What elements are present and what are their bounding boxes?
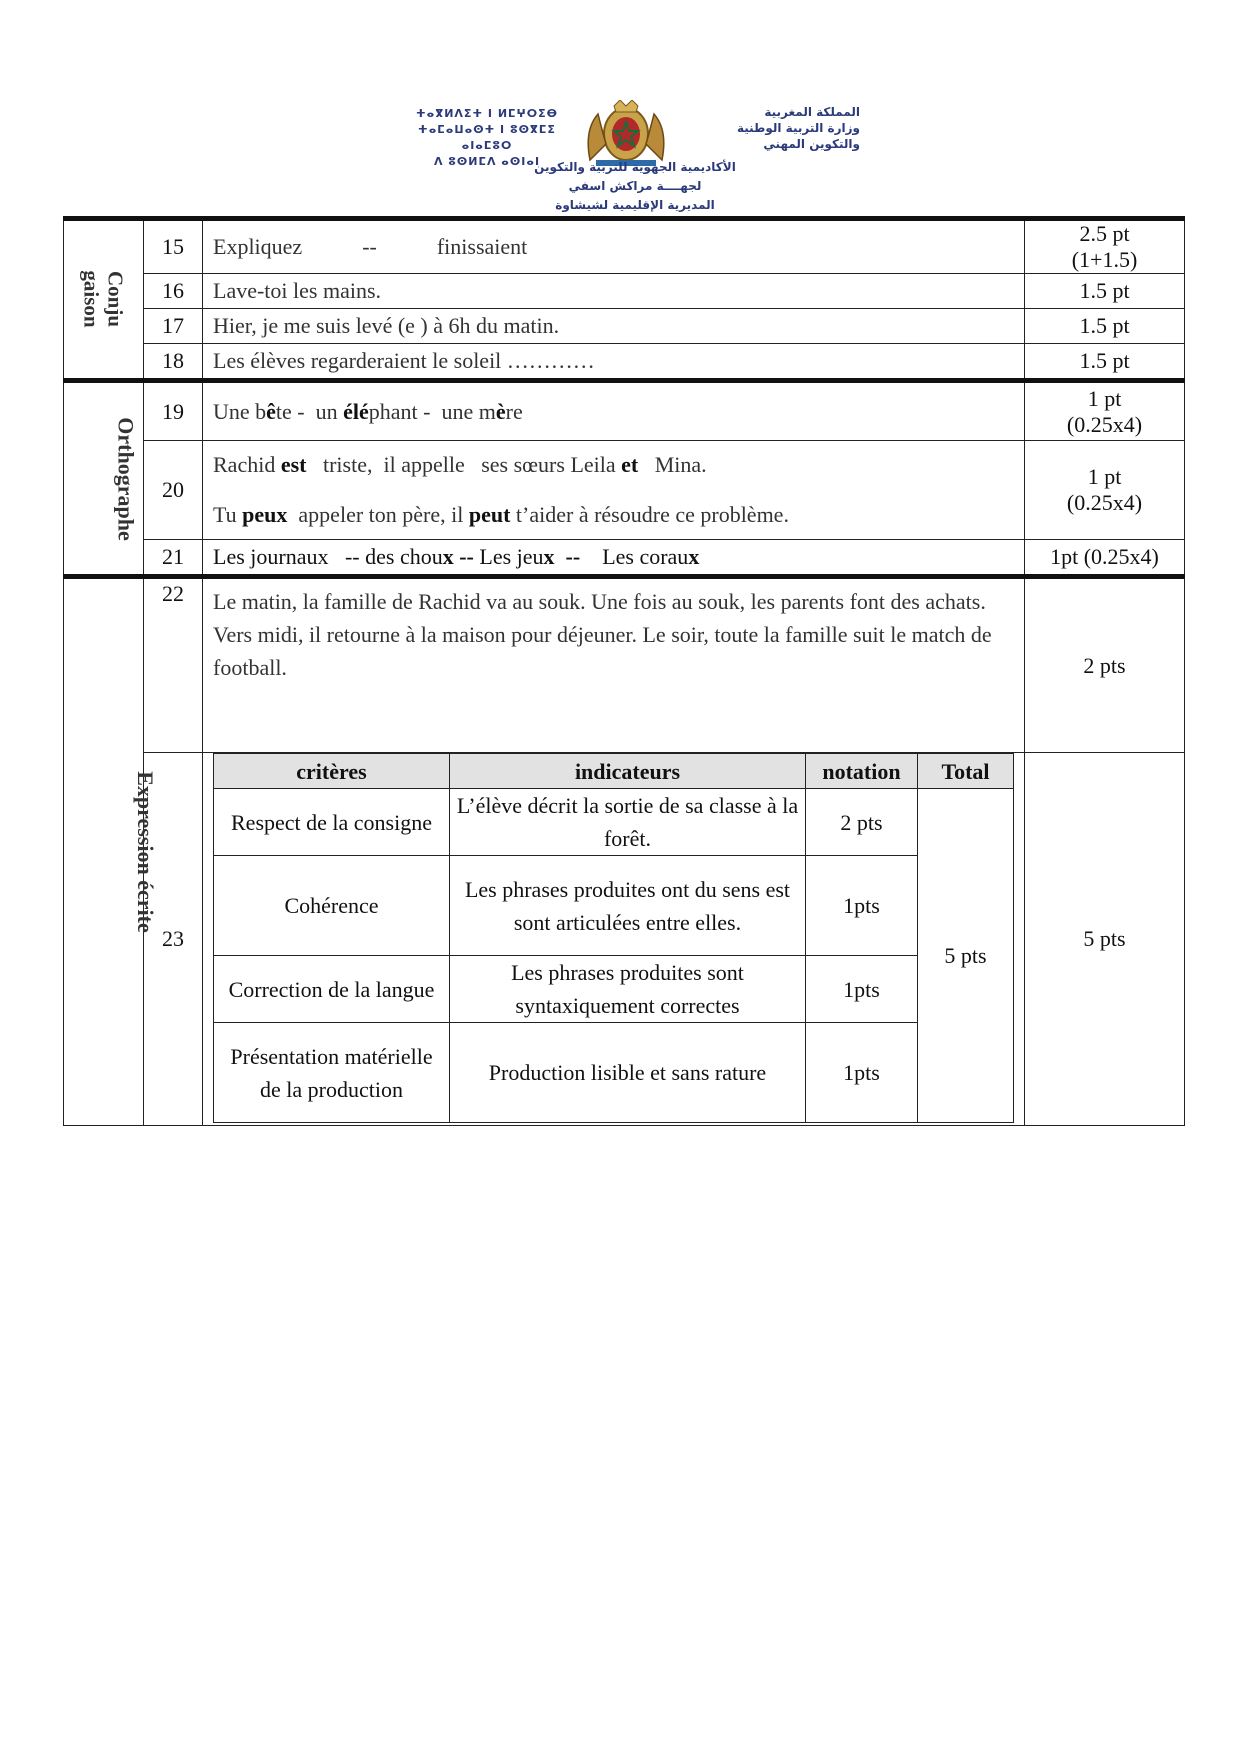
table-row <box>64 577 1185 753</box>
points-cell: 1 pt (0.25x4) <box>1025 381 1185 441</box>
table-row <box>64 219 1185 274</box>
tifinagh-title: ⵜⴰⴳⵍⴷⵉⵜ ⵏ ⵍⵎⵖⵔⵉⴱ ⵜⴰⵎⴰⵡⴰⵙⵜ ⵏ ⵓⵙⴳⵎⵉ ⴰⵏⴰⵎⵓⵔ ⴷ ⵓⵙⵍⵎⴷ ⴰⵙⵏⴰⵏ <box>415 107 558 168</box>
question-number: 18 <box>144 344 203 381</box>
header-notation: notation <box>806 754 918 789</box>
arabic-title: المملكة المغربية وزارة التربية الوطنية والتكوين المهني <box>736 105 860 151</box>
answer-text: Lave-toi les mains. <box>203 274 1025 309</box>
header-total: Total <box>918 754 1014 789</box>
header-indicateurs: indicateurs <box>450 754 806 789</box>
grid-header-row <box>214 754 1014 789</box>
answer-text: Rachid est triste, il appelle ses sœurs Leila et Mina. Tu peux appeler ton père, il peut t’aider à résoudre ce problème. <box>203 441 1025 540</box>
points-cell: 1.5 pt <box>1025 344 1185 381</box>
table-row <box>64 274 1185 309</box>
points-cell: 1.5 pt <box>1025 309 1185 344</box>
indicateur-cell: Les phrases produites ont du sens est sont articulées entre elles. <box>450 856 806 956</box>
indicateur-cell: L’élève décrit la sortie de sa classe à la forêt. <box>450 789 806 856</box>
notation-cell: 1pts <box>806 1023 918 1123</box>
critere-cell: Présentation matérielle de la production <box>214 1023 450 1123</box>
header-criteres: critères <box>214 754 450 789</box>
table-row <box>64 381 1185 441</box>
notation-cell: 1pts <box>806 856 918 956</box>
answer-text: Les journaux -- des choux -- Les jeux -- Les coraux <box>203 540 1025 577</box>
table-row <box>64 441 1185 540</box>
section-expression-ecrite: Expression écrite <box>64 577 144 1126</box>
points-cell: 5 pts <box>1025 753 1185 1126</box>
total-cell: 5 pts <box>918 789 1014 1123</box>
answer-text: Expliquez -- finissaient <box>203 219 1025 274</box>
section-conjugaison: Conju gaison <box>64 219 144 381</box>
answer-text: Hier, je me suis levé (e ) à 6h du matin. <box>203 309 1025 344</box>
notation-cell: 1pts <box>806 956 918 1023</box>
question-number: 22 <box>144 577 203 753</box>
question-number: 20 <box>144 441 203 540</box>
indicateur-cell: Production lisible et sans rature <box>450 1023 806 1123</box>
answer-text: Une bête - un éléphant - une mère <box>203 381 1025 441</box>
table-row <box>64 309 1185 344</box>
answer-text: Le matin, la famille de Rachid va au souk. Une fois au souk, les parents font des achats. Vers midi, il retourne à la maison pour déjeuner. Le soir, toute la famille suit le match de football. <box>203 577 1025 753</box>
critere-cell: Correction de la langue <box>214 956 450 1023</box>
points-cell: 2 pts <box>1025 577 1185 753</box>
question-number: 19 <box>144 381 203 441</box>
question-number: 17 <box>144 309 203 344</box>
notation-cell: 2 pts <box>806 789 918 856</box>
table-row <box>64 753 1185 1126</box>
critere-cell: Respect de la consigne <box>214 789 450 856</box>
answer-key-table <box>63 216 1185 1126</box>
question-number: 21 <box>144 540 203 577</box>
grid-row <box>214 789 1014 856</box>
grid-row <box>214 1023 1014 1123</box>
indicateur-cell: Les phrases produites sont syntaxiquement correctes <box>450 956 806 1023</box>
evaluation-grid-cell <box>203 753 1025 1126</box>
table-row <box>64 344 1185 381</box>
section-orthographe: Orthographe <box>64 381 144 577</box>
academy-title: الأكاديمية الجهوية للتربية والتكوين لجهــــة مراكش اسفي المديرية الإقليمية لشيشاوة <box>534 160 736 212</box>
critere-cell: Cohérence <box>214 856 450 956</box>
answer-text: Les élèves regarderaient le soleil ………… <box>203 344 1025 381</box>
question-number: 15 <box>144 219 203 274</box>
question-number: 23 <box>144 753 203 1126</box>
points-cell: 1 pt (0.25x4) <box>1025 441 1185 540</box>
document-header <box>380 100 860 216</box>
points-cell: 1.5 pt <box>1025 274 1185 309</box>
grid-row <box>214 956 1014 1023</box>
evaluation-grid <box>213 753 1014 1123</box>
table-row <box>64 540 1185 577</box>
grid-row <box>214 856 1014 956</box>
points-cell: 1pt (0.25x4) <box>1025 540 1185 577</box>
question-number: 16 <box>144 274 203 309</box>
points-cell: 2.5 pt (1+1.5) <box>1025 219 1185 274</box>
